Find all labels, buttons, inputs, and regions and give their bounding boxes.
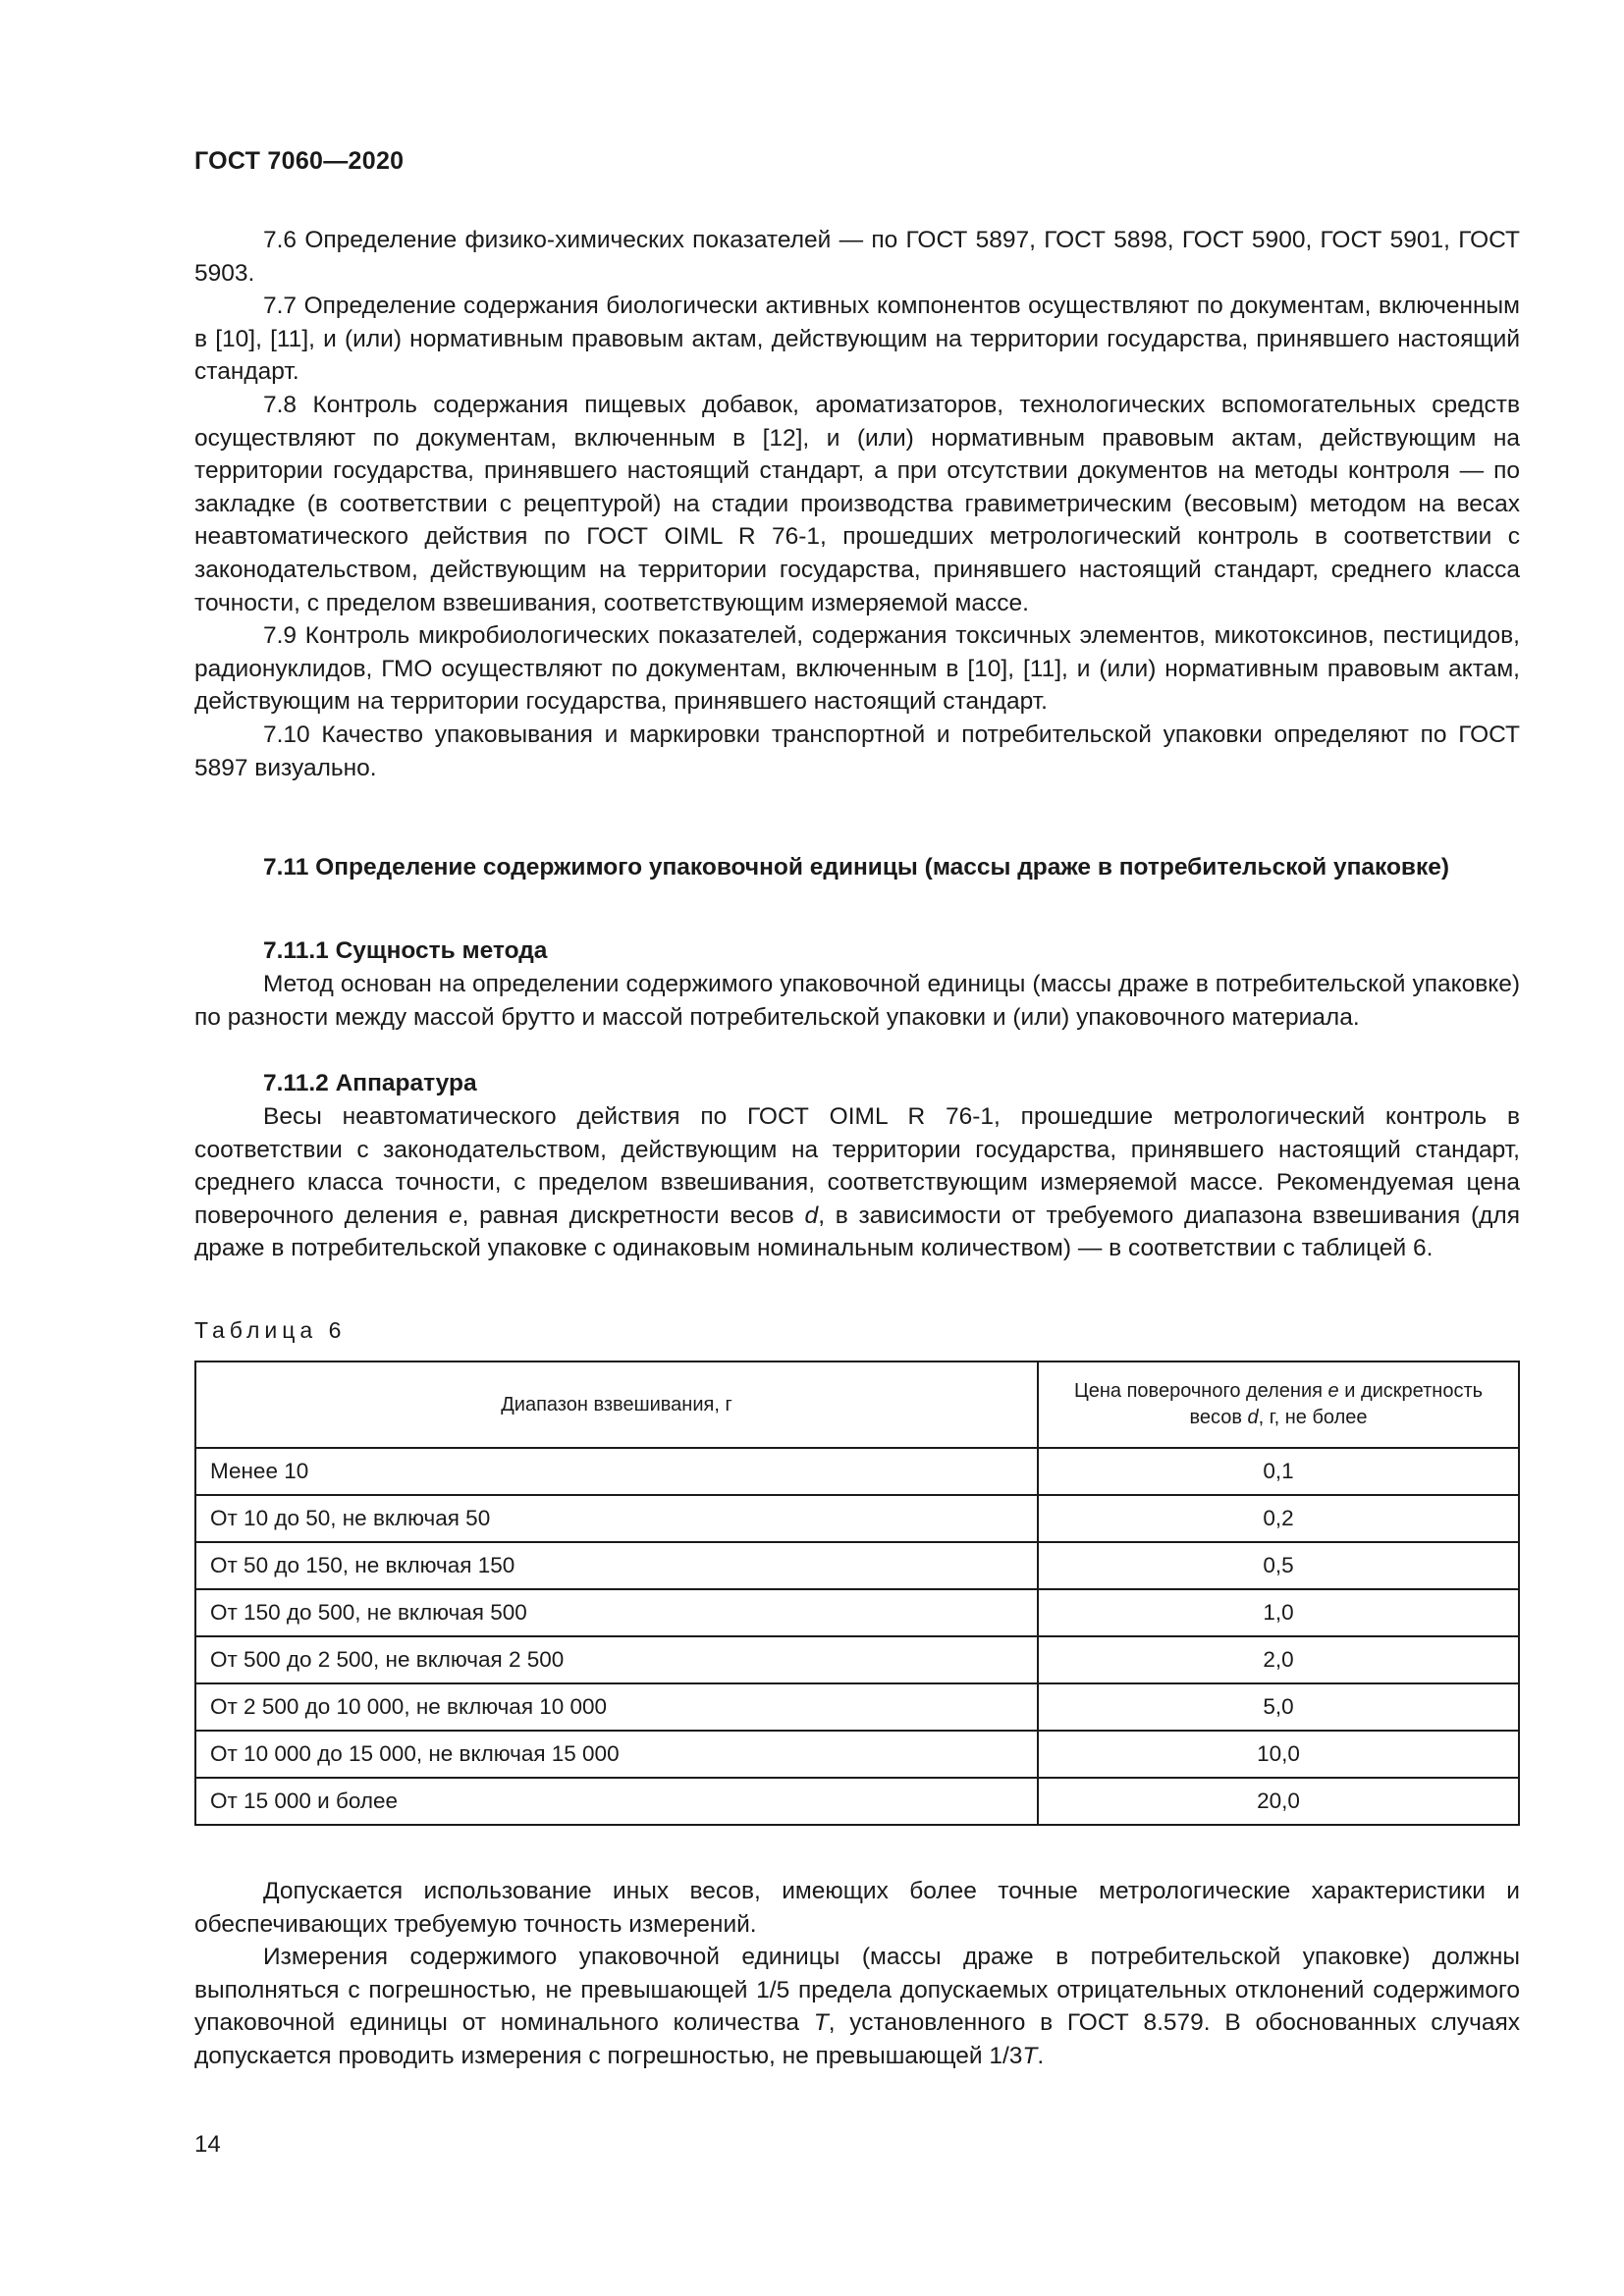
apparatus-text-a: Весы неавтоматического действия по ГОСТ OIML R 76-1, прошедшие метрологический контроль в соответствии с законодательством, действующим на территории государства, принявшего настоящий стандарт, среднего класса точности, с пределом взвешивания, соответствующим измеряемой массе. Рекомендуемая цена поверочного деления	[194, 1103, 1520, 1229]
table-cell-range: Менее 10	[195, 1448, 1038, 1495]
subsection-text-7-11-2	[194, 1100, 1520, 1265]
variable-T-2: T	[1022, 2042, 1038, 2069]
measurement-text-a: Измерения содержимого упаковочной единицы (массы драже в потребительской упаковке) должны выполняться с погрешностью, не превышающей 1/5 предела допускаемых отрицательных отклонений содержимого упаковочной единицы от номинального количества	[194, 1944, 1520, 2037]
table-cell-value: 1,0	[1038, 1589, 1519, 1636]
table-row	[195, 1589, 1519, 1636]
table-caption: Таблица 6	[194, 1317, 347, 1343]
body-paragraphs-bottom	[194, 1875, 1520, 2073]
table-cell-value: 0,1	[1038, 1448, 1519, 1495]
table-cell-value: 5,0	[1038, 1683, 1519, 1731]
subsection-text-7-11-1	[194, 968, 1520, 1034]
variable-d: d	[804, 1201, 819, 1229]
table-cell-value: 20,0	[1038, 1778, 1519, 1825]
table-cell-range: От 500 до 2 500, не включая 2 500	[195, 1636, 1038, 1683]
table-cell-value: 10,0	[1038, 1731, 1519, 1778]
table-row	[195, 1448, 1519, 1495]
table-cell-value: 2,0	[1038, 1636, 1519, 1683]
table-cell-range: От 10 000 до 15 000, не включая 15 000	[195, 1731, 1038, 1778]
table-row	[195, 1683, 1519, 1731]
body-paragraphs-top	[194, 224, 1520, 784]
header-variable-e: e	[1327, 1380, 1339, 1402]
measurement-text-b: , установленного в ГОСТ 8.579. В обоснованных случаях допускается проводить измерения с погрешностью, не превышающей 1/3	[194, 2009, 1520, 2069]
apparatus-text-b: , равная дискретности весов	[461, 1201, 805, 1229]
table-cell-value: 0,2	[1038, 1495, 1519, 1542]
measurement-text-c: .	[1037, 2042, 1045, 2069]
table-cell-range: От 2 500 до 10 000, не включая 10 000	[195, 1683, 1038, 1731]
table-header-range: Диапазон взвешивания, г	[195, 1362, 1038, 1448]
table-cell-range: От 50 до 150, не включая 150	[195, 1542, 1038, 1589]
variable-e: e	[448, 1201, 462, 1229]
table-row	[195, 1778, 1519, 1825]
header-variable-d: d	[1247, 1407, 1259, 1428]
table-row	[195, 1495, 1519, 1542]
page-number: 14	[194, 2131, 221, 2158]
document-title: ГОСТ 7060—2020	[194, 147, 405, 175]
table-cell-range: От 15 000 и более	[195, 1778, 1038, 1825]
variable-T: T	[813, 2009, 829, 2037]
subsection-heading-7-11-2: 7.11.2 Аппаратура	[263, 1070, 477, 1096]
table-header-division	[1038, 1362, 1519, 1448]
paragraph-7-7: 7.7 Определение содержания биологически активных компонентов осуществляют по документам, включенным в [10], [11], и (или) нормативным правовым актам, действующим на территории государства, принявшего настоящий стандарт.	[194, 293, 1520, 386]
header-division-text-a: Цена поверочного деления	[1073, 1380, 1328, 1402]
table-cell-range: От 150 до 500, не включая 500	[195, 1589, 1038, 1636]
weighing-range-table	[194, 1361, 1520, 1826]
subsection-heading-7-11-1: 7.11.1 Сущность метода	[263, 937, 548, 964]
paragraph-7-6: 7.6 Определение физико-химических показателей — по ГОСТ 5897, ГОСТ 5898, ГОСТ 5900, ГОСТ 5901, ГОСТ 5903.	[194, 227, 1520, 287]
apparatus-text-c: , в зависимости от требуемого диапазона взвешивания (для драже в потребительской упаковке с одинаковым номинальным количеством) — в соответствии с таблицей 6.	[194, 1201, 1520, 1262]
method-principle-text: Метод основан на определении содержимого упаковочной единицы (массы драже в потребительской упаковке) по разности между массой брутто и массой потребительской упаковки и (или) упаковочного материала.	[194, 971, 1520, 1031]
table-cell-range: От 10 до 50, не включая 50	[195, 1495, 1038, 1542]
table-header-row	[195, 1362, 1519, 1448]
section-heading-7-11: 7.11 Определение содержимого упаковочной единицы (массы драже в потребительской упаковке)	[263, 854, 1450, 881]
header-division-text-b: и дискретность весов	[1189, 1380, 1484, 1428]
paragraph-alternative-scales: Допускается использование иных весов, имеющих более точные метрологические характеристики и обеспечивающих требуемую точность измерений.	[194, 1878, 1520, 1938]
table-row	[195, 1731, 1519, 1778]
paragraph-7-9: 7.9 Контроль микробиологических показателей, содержания токсичных элементов, микотоксинов, пестицидов, радионуклидов, ГМО осуществляют по документам, включенным в [10], [11], и (или) нормативным правовым актам, действующим на территории государства, принявшего настоящий стандарт.	[194, 622, 1520, 716]
header-division-text-c: , г, не более	[1258, 1407, 1368, 1428]
paragraph-7-10: 7.10 Качество упаковывания и маркировки транспортной и потребительской упаковки определяют по ГОСТ 5897 визуально.	[194, 721, 1520, 781]
table-cell-value: 0,5	[1038, 1542, 1519, 1589]
apparatus-text	[194, 1100, 1520, 1265]
paragraph-7-8: 7.8 Контроль содержания пищевых добавок, ароматизаторов, технологических вспомогательных средств осуществляют по документам, включенным в [12], и (или) нормативным правовым актам, действующим на территории государства, принявшего настоящий стандарт, а при отсутствии документов на методы контроля — по закладке (в соответствии с рецептурой) на стадии производства гравиметрическим (весовым) методом на весах неавтоматического действия по ГОСТ OIML R 76-1, прошедших метрологический контроль в соответствии с законодательством, действующим на территории государства, принявшего настоящий стандарт, среднего класса точности, с пределом взвешивания, соответствующим измеряемой массе.	[194, 391, 1520, 616]
paragraph-measurement-error	[194, 1941, 1520, 2072]
table-row	[195, 1636, 1519, 1683]
table-row	[195, 1542, 1519, 1589]
